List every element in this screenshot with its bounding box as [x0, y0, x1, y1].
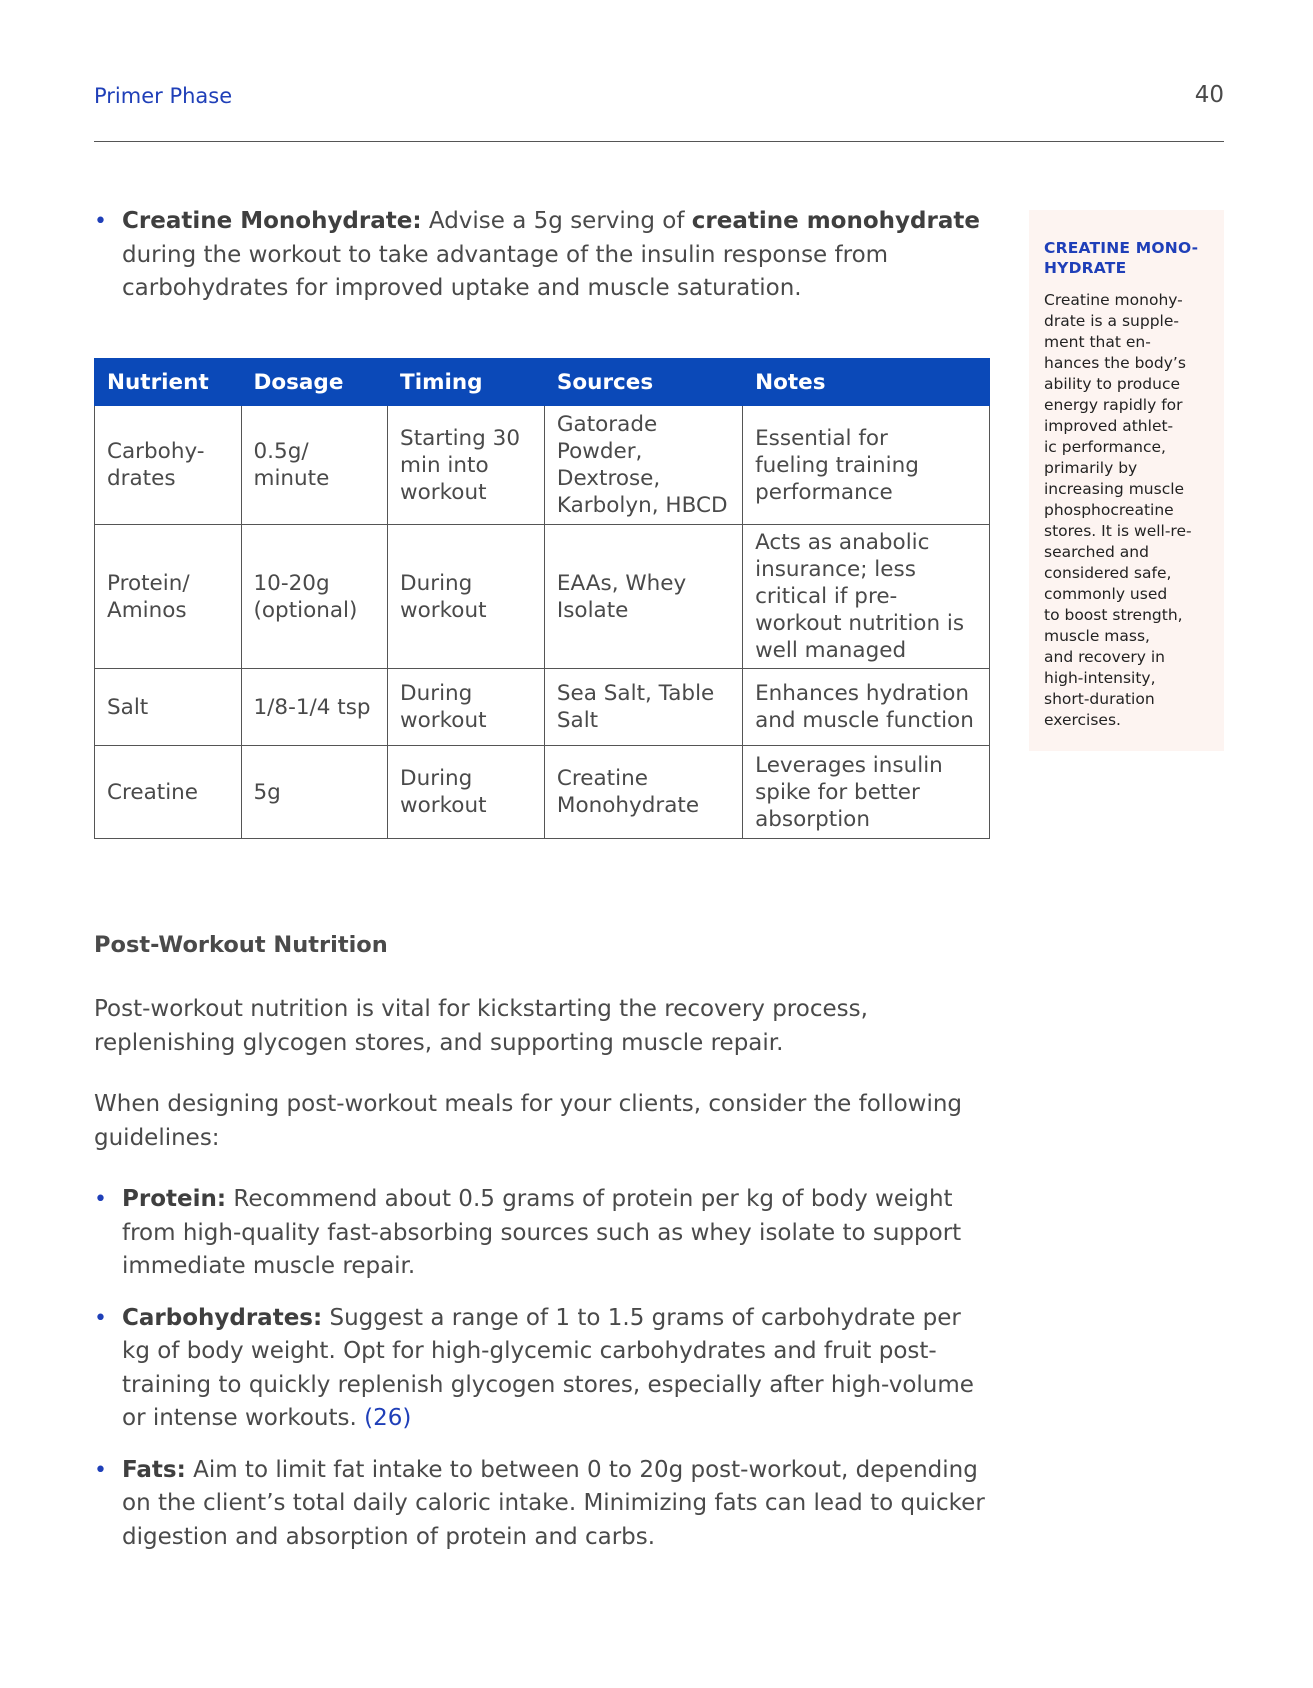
- bullet-icon: •: [94, 1187, 107, 1212]
- post-workout-heading: Post-Workout Nutrition: [94, 932, 388, 958]
- table-cell: Essential for fueling training performance: [743, 406, 990, 525]
- creatine-bullet-section: [94, 205, 994, 326]
- column-header: Dosage: [241, 359, 388, 406]
- header-divider: [94, 141, 1224, 142]
- table-row: [95, 525, 990, 669]
- creatine-bullet-list: [94, 205, 994, 306]
- table-cell: 10-20g (optional): [241, 525, 388, 669]
- bullet-text: during the workout to take advantage of the insulin response from carbohydrates for improved uptake and muscle saturation.: [122, 241, 889, 301]
- table-cell: Enhances hydration and muscle function: [743, 669, 990, 746]
- table-cell: Starting 30 min into workout: [388, 406, 545, 525]
- table-cell: Salt: [95, 669, 242, 746]
- bullet-text: Advise a 5g serving of: [421, 208, 692, 234]
- nutrition-table: [94, 358, 990, 839]
- section-title: Primer Phase: [94, 84, 233, 108]
- table-cell: Creatine: [95, 746, 242, 839]
- bullet-icon: •: [94, 1457, 107, 1483]
- table-cell: Creatine Monohydrate: [544, 746, 742, 839]
- table-cell: Acts as anabolic insurance; less critical if pre- workout nutrition is well managed: [743, 525, 990, 669]
- table-cell: Carbohy- drates: [95, 406, 242, 525]
- bullet-text: Suggest a range of 1 to 1.5 grams of carbohydrate per kg of body weight. Opt for high-glycemic carbohydrates and fruit post-training to quickly replenish glycogen stores, especially after high-volume or intense workouts.: [122, 1304, 974, 1431]
- table-cell: During workout: [388, 746, 545, 839]
- column-header: Timing: [388, 359, 545, 406]
- page-number: 40: [1194, 82, 1224, 108]
- table-row: [95, 406, 990, 525]
- table-cell: During workout: [388, 669, 545, 746]
- list-item-protein: [94, 1183, 994, 1284]
- post-workout-guidelines: [94, 1183, 994, 1572]
- bullet-label: Carbohydrates:: [122, 1304, 323, 1331]
- table-cell: EAAs, Whey Isolate: [544, 525, 742, 669]
- guidelines-list: [94, 1183, 994, 1554]
- bullet-label: Creatine Monohydrate:: [122, 208, 422, 234]
- table-cell: 1/8-1/4 tsp: [241, 669, 388, 746]
- page-header: [94, 80, 1224, 120]
- list-item-carbohydrates: [94, 1302, 994, 1436]
- bullet-text: Recommend about 0.5 grams of protein per kg of body weight from high-quality fast-absorbing sources such as whey isolate to support immediate muscle repair.: [122, 1186, 962, 1279]
- table-row: [95, 746, 990, 839]
- bullet-text: Aim to limit fat intake to between 0 to 20g post-workout, depending on the client’s total daily caloric intake. Minimizing fats can lead to quicker digestion and absorption of protein and carbs.: [122, 1456, 985, 1550]
- column-header: Sources: [544, 359, 742, 406]
- table-cell: 0.5g/ minute: [241, 406, 388, 525]
- table-cell: During workout: [388, 525, 545, 669]
- creatine-sidebar: [1029, 210, 1224, 751]
- table-cell: Gatorade Powder, Dextrose, Karbolyn, HBCD: [544, 406, 742, 525]
- list-item-fats: [94, 1454, 994, 1555]
- bullet-label: Protein:: [122, 1186, 227, 1212]
- table-header-row: [95, 359, 990, 406]
- bullet-icon: •: [94, 1305, 107, 1331]
- table-cell: Protein/ Aminos: [95, 525, 242, 669]
- column-header: Notes: [743, 359, 990, 406]
- sidebar-title: CREATINE MONO- HYDRATE: [1044, 239, 1199, 277]
- table-cell: Leverages insulin spike for better absorption: [743, 746, 990, 839]
- post-workout-intro: Post-workout nutrition is vital for kickstarting the recovery process, replenishing glycogen stores, and supporting muscle repair.: [94, 996, 868, 1056]
- table-row: [95, 669, 990, 746]
- bullet-bold-text: creatine monohydrate: [691, 208, 980, 234]
- bullet-icon: •: [94, 209, 107, 234]
- sidebar-body: Creatine monohy- drate is a supple- ment that en- hances the body’s ability to produce energy rapidly for improved athlet- ic performance, primarily by increasing muscle phosphocreatine stores. It is well-re- searched and considered safe, commonly used to boost strength, muscle mass, and recovery in high-intensity, short-duration exercises.: [1044, 291, 1192, 729]
- list-item-creatine: [94, 205, 994, 306]
- table-cell: 5g: [241, 746, 388, 839]
- table-cell: Sea Salt, Table Salt: [544, 669, 742, 746]
- bullet-label: Fats:: [122, 1456, 186, 1483]
- guidelines-intro: When designing post-workout meals for your clients, consider the following guidelines:: [94, 1091, 963, 1151]
- column-header: Nutrient: [95, 359, 242, 406]
- citation-link[interactable]: (26): [364, 1405, 412, 1431]
